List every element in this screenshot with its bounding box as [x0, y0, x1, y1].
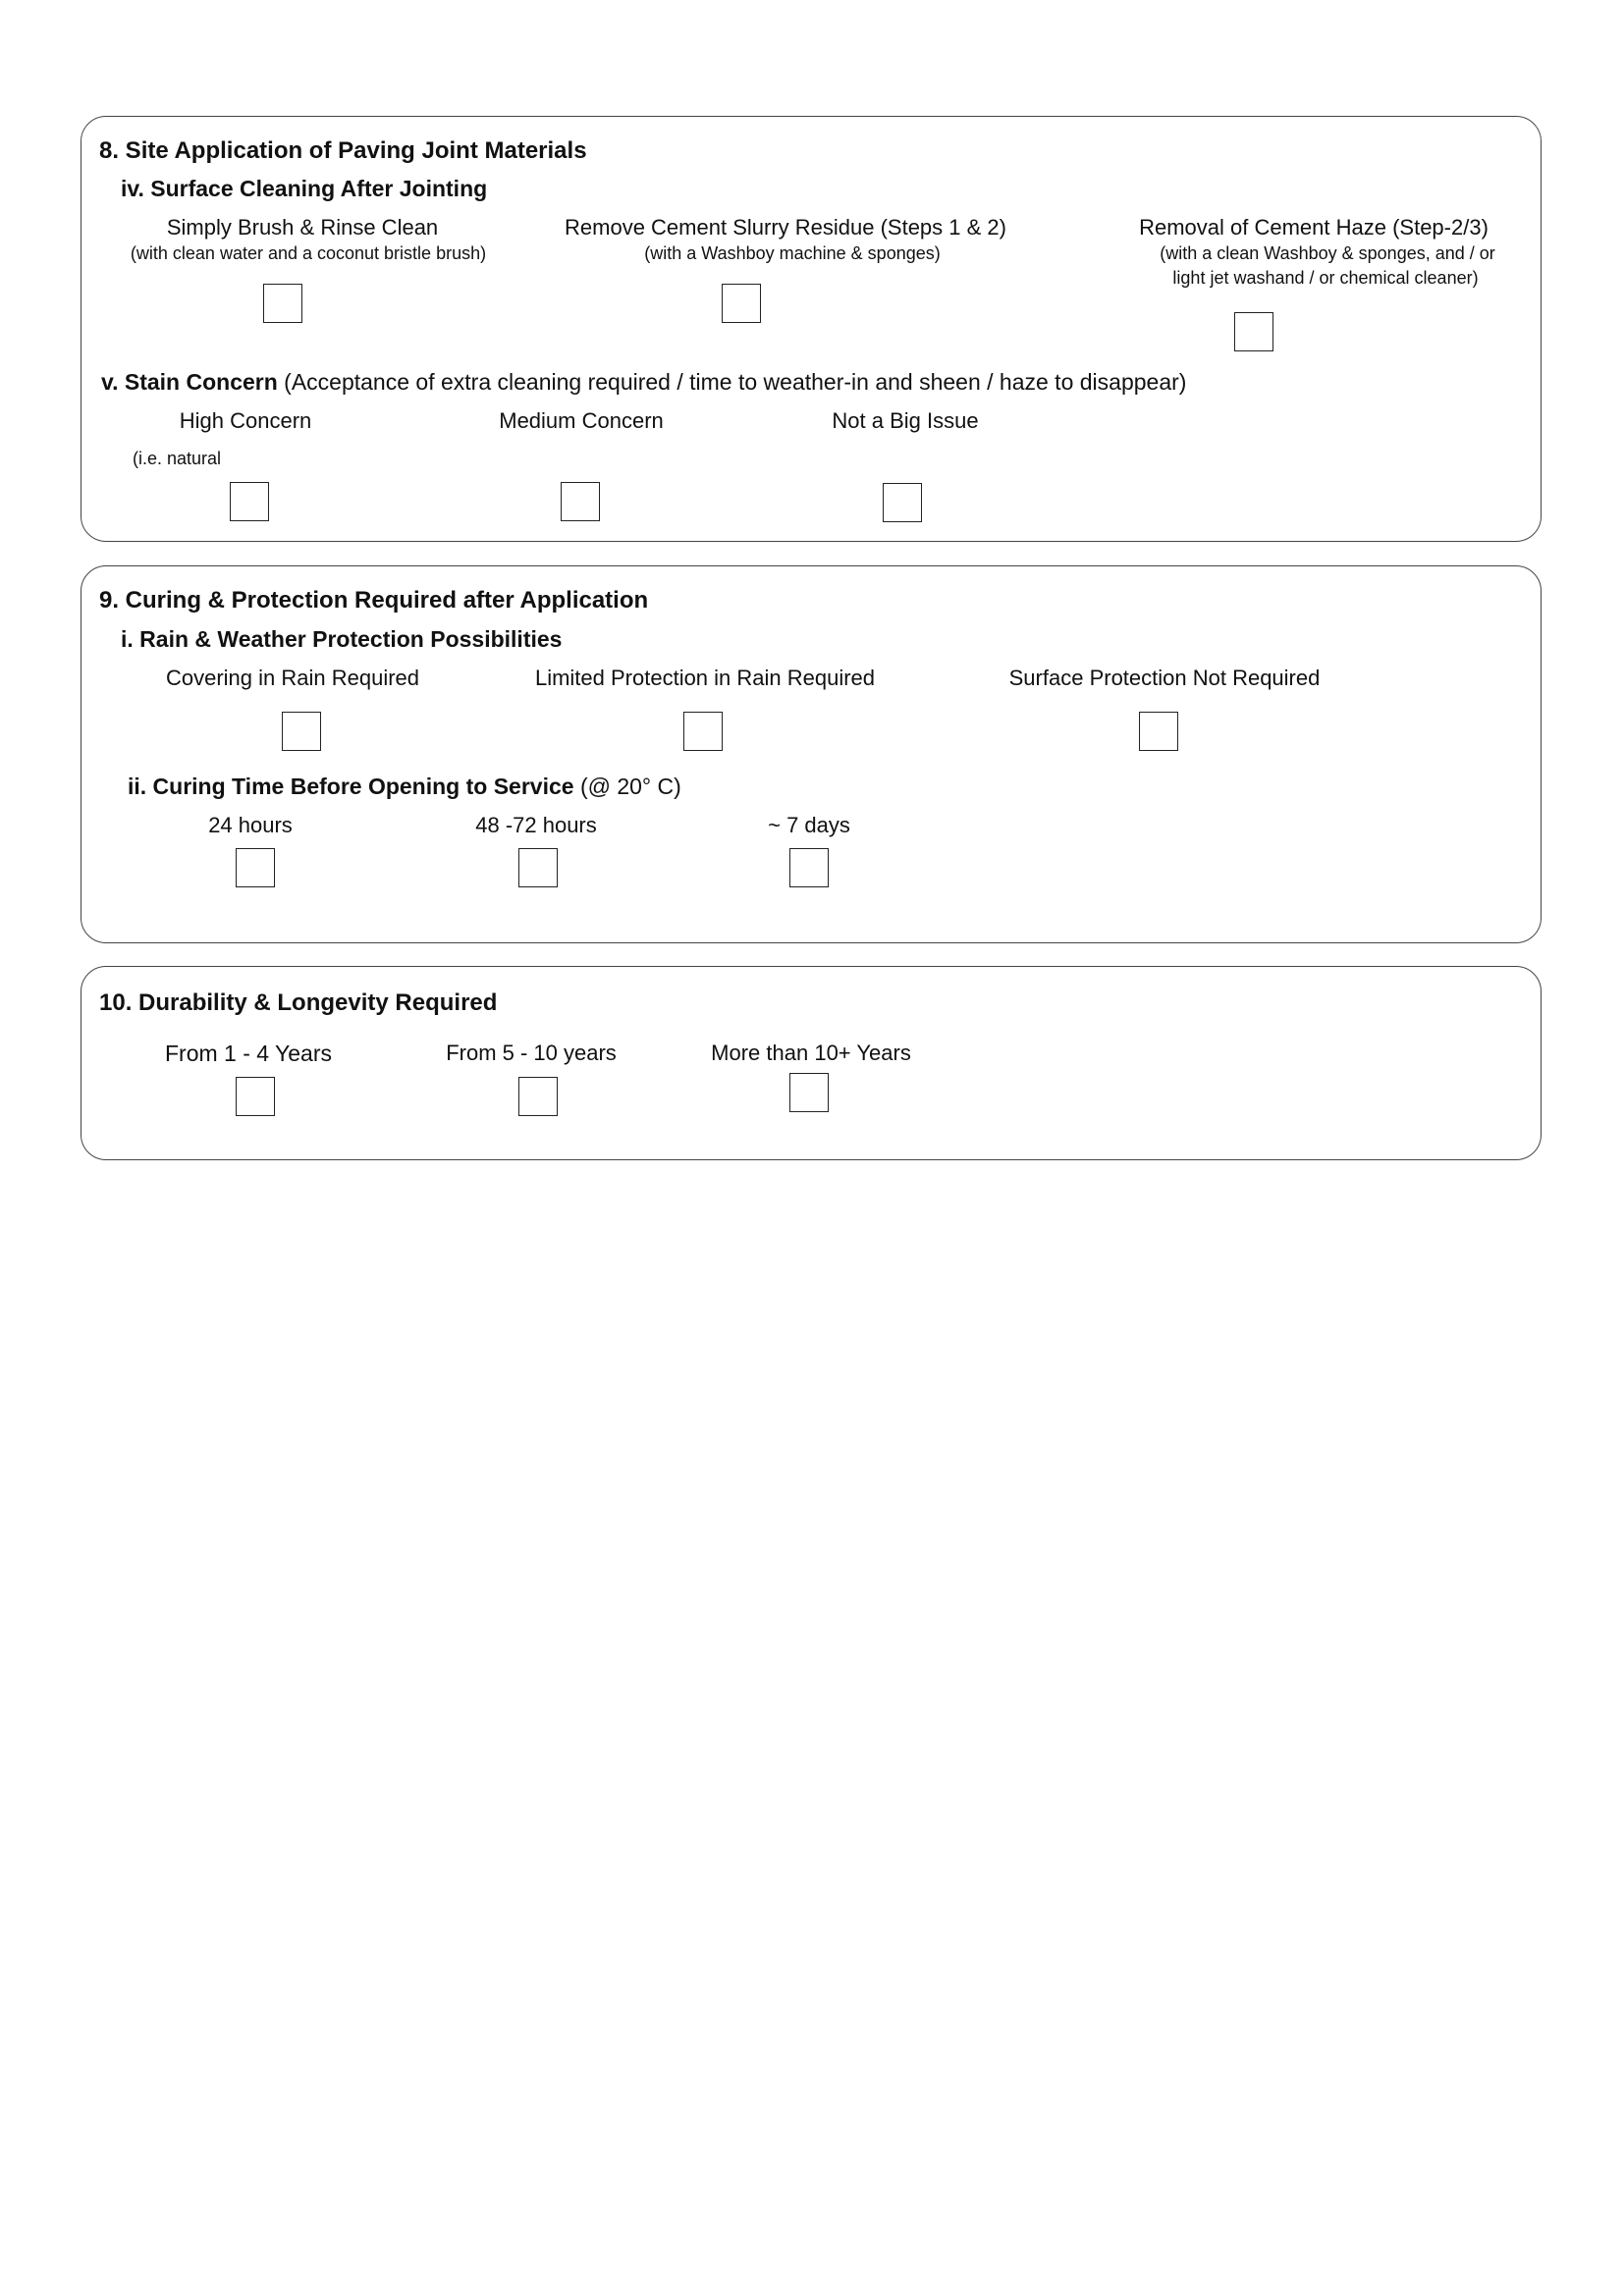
option-48-72-hours-label: 48 -72 hours — [475, 813, 597, 837]
option-high-concern-note: (i.e. natural — [133, 449, 222, 468]
option-brush-rinse-label: Simply Brush & Rinse Clean — [166, 215, 439, 240]
checkbox-1-4-years[interactable] — [236, 1077, 275, 1116]
option-24-hours-label: 24 hours — [208, 813, 293, 837]
checkbox-48-72-hours[interactable] — [518, 848, 558, 887]
curing-time-heading — [128, 774, 681, 800]
curing-time-condition: (@ 20° C) — [573, 774, 681, 799]
checkbox-limited-protection[interactable] — [683, 712, 723, 751]
checkbox-brush-rinse[interactable] — [263, 284, 302, 323]
checkbox-medium-concern[interactable] — [561, 482, 600, 521]
checkbox-cement-slurry[interactable] — [722, 284, 761, 323]
option-no-protection-label: Surface Protection Not Required — [1008, 666, 1321, 690]
section-9-title: 9. Curing & Protection Required after Application — [99, 587, 649, 614]
option-limited-protection-label: Limited Protection in Rain Required — [534, 666, 876, 690]
option-medium-concern-label: Medium Concern — [499, 408, 664, 433]
rain-protection-heading: i. Rain & Weather Protection Possibilities — [121, 626, 563, 652]
checkbox-high-concern[interactable] — [230, 482, 269, 521]
option-5-10-years-label: From 5 - 10 years — [446, 1041, 617, 1065]
option-cement-slurry-label: Remove Cement Slurry Residue (Steps 1 & 2) — [565, 215, 1006, 240]
checkbox-7-days[interactable] — [789, 848, 829, 887]
option-cement-slurry-note: (with a Washboy machine & sponges) — [644, 243, 941, 263]
option-cement-haze-note-1: (with a clean Washboy & sponges, and / or — [1160, 243, 1495, 263]
curing-time-title: ii. Curing Time Before Opening to Service — [128, 774, 574, 799]
stain-concern-title: v. Stain Concern — [101, 369, 278, 395]
stain-concern-description: (Acceptance of extra cleaning required / time to weather-in and sheen / haze to disappear) — [277, 369, 1187, 395]
option-not-big-issue-label: Not a Big Issue — [832, 408, 979, 433]
checkbox-5-10-years[interactable] — [518, 1077, 558, 1116]
option-cement-haze-label: Removal of Cement Haze (Step-2/3) — [1139, 215, 1489, 240]
option-brush-rinse-note: (with clean water and a coconut bristle brush) — [130, 243, 487, 263]
checkbox-no-protection[interactable] — [1139, 712, 1178, 751]
section-8-title: 8. Site Application of Paving Joint Materials — [99, 137, 587, 164]
option-7-days-label: ~ 7 days — [768, 813, 850, 837]
section-10-title: 10. Durability & Longevity Required — [99, 989, 498, 1016]
option-10-plus-years-label: More than 10+ Years — [711, 1041, 911, 1065]
checkbox-10-plus-years[interactable] — [789, 1073, 829, 1112]
option-covering-in-rain-label: Covering in Rain Required — [165, 666, 420, 690]
checkbox-not-big-issue[interactable] — [883, 483, 922, 522]
checkbox-cement-haze[interactable] — [1234, 312, 1273, 351]
checkbox-covering-in-rain[interactable] — [282, 712, 321, 751]
surface-cleaning-heading: iv. Surface Cleaning After Jointing — [121, 176, 488, 201]
checkbox-24-hours[interactable] — [236, 848, 275, 887]
option-high-concern-label: High Concern — [179, 408, 312, 433]
option-1-4-years-label: From 1 - 4 Years — [164, 1041, 333, 1066]
option-cement-haze-note-2: light jet washand / or chemical cleaner) — [1172, 268, 1479, 288]
stain-concern-heading — [101, 369, 1186, 396]
